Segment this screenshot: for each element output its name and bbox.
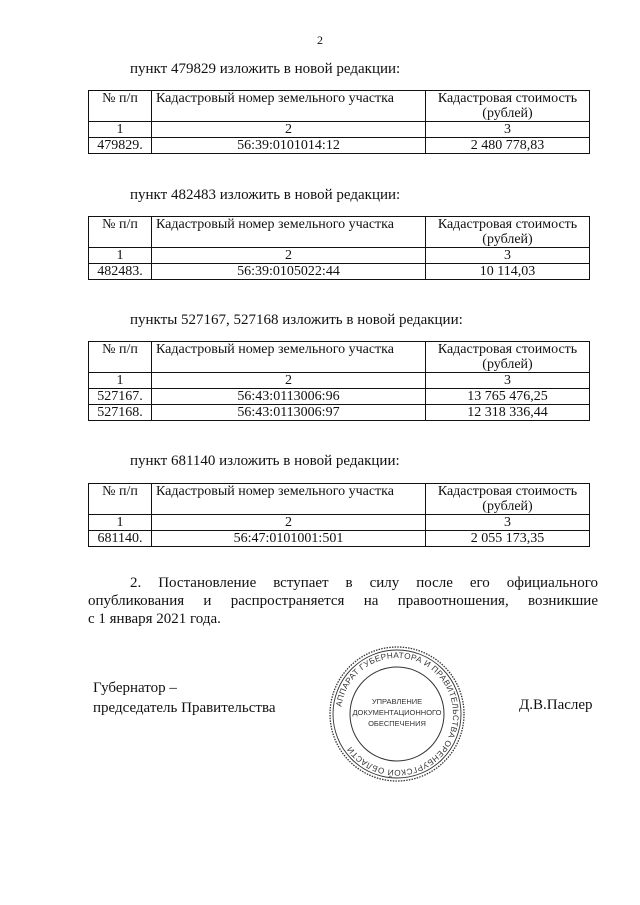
row-number: 479829.: [89, 138, 152, 154]
cadastral-table: [88, 90, 590, 154]
cadastral-table: [88, 341, 590, 421]
header-cadastral-value: Кадастровая стоимость (рублей): [426, 484, 590, 515]
cadastral-number: 56:47:0101001:501: [152, 531, 426, 547]
table-row: [89, 389, 590, 405]
cadastral-value: 2 480 778,83: [426, 138, 590, 154]
column-index: 2: [152, 248, 426, 264]
signatory-title-line: председатель Правительства: [93, 700, 276, 716]
header-cadastral-number: Кадастровый номер земельного участка: [152, 91, 426, 122]
table-row: [89, 405, 590, 421]
stamp-center-line: ДОКУМЕНТАЦИОННОГО: [352, 708, 442, 717]
signatory-name: Д.В.Паслер: [519, 697, 593, 713]
column-index: 2: [152, 373, 426, 389]
column-index: 1: [89, 373, 152, 389]
header-number: № п/п: [89, 484, 152, 515]
cadastral-value: 13 765 476,25: [426, 389, 590, 405]
cadastral-table: [88, 216, 590, 280]
stamp-center-line: ОБЕСПЕЧЕНИЯ: [368, 719, 426, 728]
row-number: 527168.: [89, 405, 152, 421]
header-number: № п/п: [89, 91, 152, 122]
stamp-ring-text: АППАРАТ ГУБЕРНАТОРА И ПРАВИТЕЛЬСТВА ОРЕНБУРГСКОЙ ОБЛАСТИ: [334, 650, 461, 778]
table-row: [89, 138, 590, 154]
header-cadastral-number: Кадастровый номер земельного участка: [152, 342, 426, 373]
page-number: 2: [317, 33, 323, 47]
column-index: 2: [152, 515, 426, 531]
row-number: 681140.: [89, 531, 152, 547]
header-cadastral-number: Кадастровый номер земельного участка: [152, 217, 426, 248]
column-index: 3: [426, 248, 590, 264]
table-row: [89, 264, 590, 280]
column-index: 1: [89, 248, 152, 264]
header-cadastral-value: Кадастровая стоимость (рублей): [426, 91, 590, 122]
cadastral-number: 56:39:0101014:12: [152, 138, 426, 154]
row-number: 527167.: [89, 389, 152, 405]
header-number: № п/п: [89, 342, 152, 373]
block-intro: пункт 479829 изложить в новой редакции:: [130, 61, 401, 77]
header-cadastral-value: Кадастровая стоимость (рублей): [426, 217, 590, 248]
cadastral-number: 56:43:0113006:97: [152, 405, 426, 421]
column-index: 2: [152, 122, 426, 138]
block-intro: пункт 681140 изложить в новой редакции:: [130, 453, 400, 469]
column-index: 3: [426, 373, 590, 389]
paragraph-line: 2. Постановление вступает в силу после его официального: [130, 575, 598, 591]
block-intro: пункт 482483 изложить в новой редакции:: [130, 187, 401, 203]
cadastral-value: 12 318 336,44: [426, 405, 590, 421]
header-cadastral-value: Кадастровая стоимость (рублей): [426, 342, 590, 373]
table-row: [89, 531, 590, 547]
column-index: 3: [426, 122, 590, 138]
official-stamp: [328, 645, 466, 783]
paragraph-line: с 1 января 2021 года.: [88, 611, 221, 627]
row-number: 482483.: [89, 264, 152, 280]
stamp-center-line: УПРАВЛЕНИЕ: [371, 697, 423, 706]
signatory-title-line: Губернатор –: [93, 680, 177, 696]
signatory-title: [93, 678, 276, 718]
column-index: 1: [89, 122, 152, 138]
paragraph-line: опубликования и распространяется на правоотношения, возникшие: [88, 593, 598, 609]
header-number: № п/п: [89, 217, 152, 248]
cadastral-value: 10 114,03: [426, 264, 590, 280]
cadastral-table: [88, 483, 590, 547]
header-cadastral-number: Кадастровый номер земельного участка: [152, 484, 426, 515]
cadastral-number: 56:43:0113006:96: [152, 389, 426, 405]
effective-date-paragraph: [88, 574, 598, 628]
column-index: 3: [426, 515, 590, 531]
cadastral-value: 2 055 173,35: [426, 531, 590, 547]
cadastral-number: 56:39:0105022:44: [152, 264, 426, 280]
column-index: 1: [89, 515, 152, 531]
block-intro: пункты 527167, 527168 изложить в новой редакции:: [130, 312, 463, 328]
